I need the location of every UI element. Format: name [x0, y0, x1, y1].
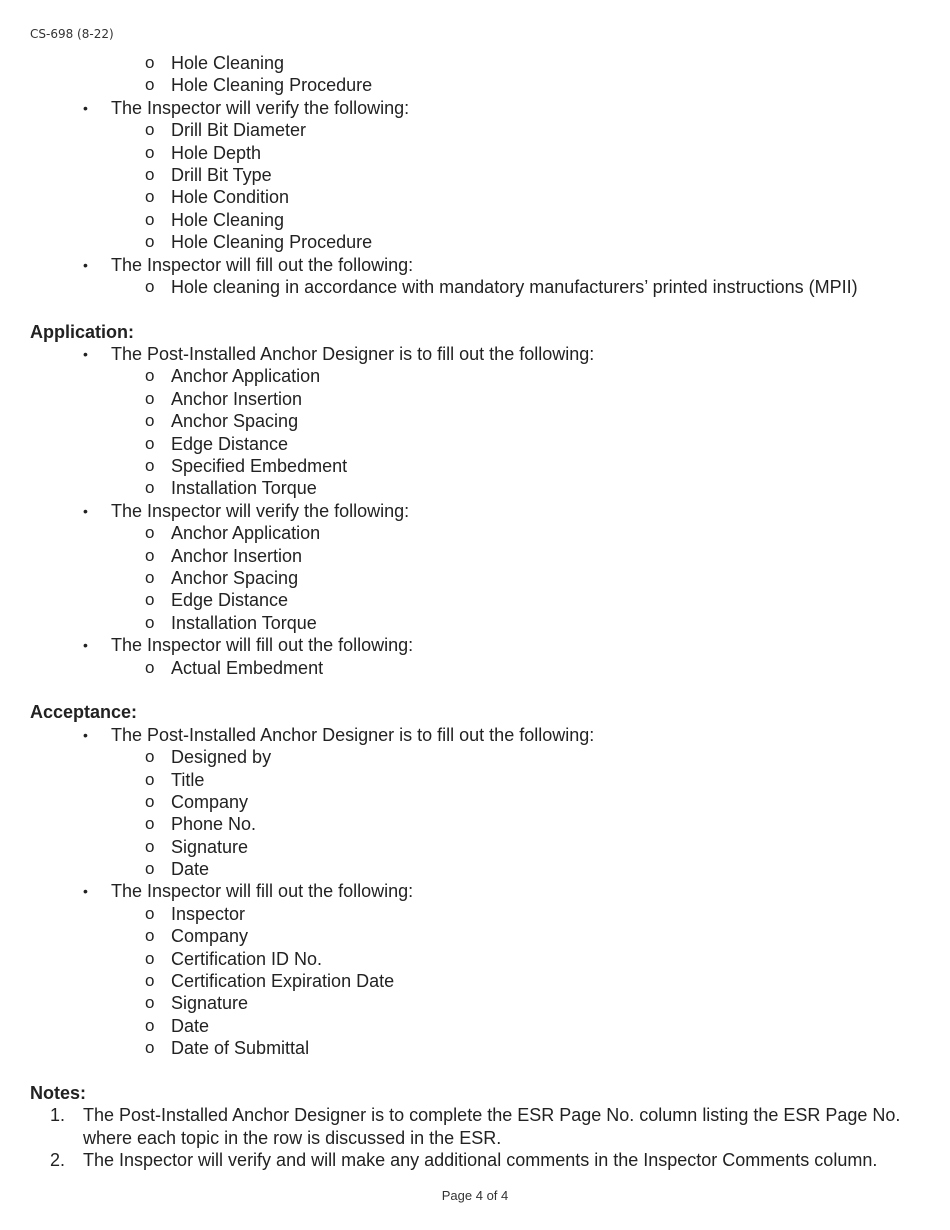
note-text: The Inspector will verify and will make any additional comments in the Inspector Comments column. — [83, 1150, 878, 1171]
inspector-fill-label: • The Inspector will fill out the following: — [0, 880, 950, 902]
list-item: o Date of Submittal — [0, 1037, 950, 1059]
list-item: o Title — [0, 769, 950, 791]
page-number: Page 4 of 4 — [441, 1188, 509, 1203]
list-item: o Hole cleaning in accordance with mandatory manufacturers’ printed instructions (MPII) — [0, 276, 950, 298]
list-item: o Drill Bit Diameter — [0, 119, 950, 141]
list-item: o Date — [0, 858, 950, 880]
list-item: o Certification ID No. — [0, 948, 950, 970]
form-code: CS-698 (8-22) — [30, 27, 114, 41]
note-item — [0, 1149, 950, 1171]
list-item: o Anchor Spacing — [0, 410, 950, 432]
list-item: o Hole Depth — [0, 142, 950, 164]
list-item: o Date — [0, 1015, 950, 1037]
list-item: o Anchor Application — [0, 522, 950, 544]
list-item: o Hole Cleaning — [0, 52, 950, 74]
list-item: o Signature — [0, 836, 950, 858]
list-item: o Inspector — [0, 903, 950, 925]
notes-heading: Notes: — [30, 1082, 87, 1103]
list-item: o Company — [0, 791, 950, 813]
list-item: o Anchor Spacing — [0, 567, 950, 589]
list-item: o Signature — [0, 992, 950, 1014]
list-item: o Edge Distance — [0, 433, 950, 455]
list-item: o Edge Distance — [0, 589, 950, 611]
list-item: o Company — [0, 925, 950, 947]
inspector-verify-label: • The Inspector will verify the following: — [0, 97, 950, 119]
list-item: o Installation Torque — [0, 477, 950, 499]
application-heading: Application: — [30, 321, 134, 342]
list-item: o Specified Embedment — [0, 455, 950, 477]
list-item: o Hole Cleaning Procedure — [0, 74, 950, 96]
list-item: o Installation Torque — [0, 612, 950, 634]
acceptance-heading: Acceptance: — [30, 702, 138, 723]
list-item: o Actual Embedment — [0, 657, 950, 679]
list-item: o Anchor Application — [0, 365, 950, 387]
list-item: o Phone No. — [0, 813, 950, 835]
inspector-verify-label: • The Inspector will verify the following: — [0, 500, 950, 522]
list-item: o Hole Cleaning Procedure — [0, 231, 950, 253]
note-text: The Post-Installed Anchor Designer is to complete the ESR Page No. column listing the ESR Page No. where each topic in the row is discussed in the ESR. — [83, 1105, 901, 1148]
designer-fill-label: • The Post-Installed Anchor Designer is to fill out the following: — [0, 343, 950, 365]
note-number: 2. — [50, 1150, 66, 1171]
note-item — [0, 1104, 950, 1149]
list-item: o Hole Cleaning — [0, 209, 950, 231]
list-item: o Anchor Insertion — [0, 545, 950, 567]
list-item: o Anchor Insertion — [0, 388, 950, 410]
document-body — [0, 52, 950, 1172]
list-item: o Certification Expiration Date — [0, 970, 950, 992]
note-number: 1. — [50, 1105, 66, 1126]
list-item: o Drill Bit Type — [0, 164, 950, 186]
inspector-fill-label: • The Inspector will fill out the following: — [0, 254, 950, 276]
inspector-fill-label: • The Inspector will fill out the following: — [0, 634, 950, 656]
designer-fill-label: • The Post-Installed Anchor Designer is to fill out the following: — [0, 724, 950, 746]
list-item: o Designed by — [0, 746, 950, 768]
list-item: o Hole Condition — [0, 186, 950, 208]
